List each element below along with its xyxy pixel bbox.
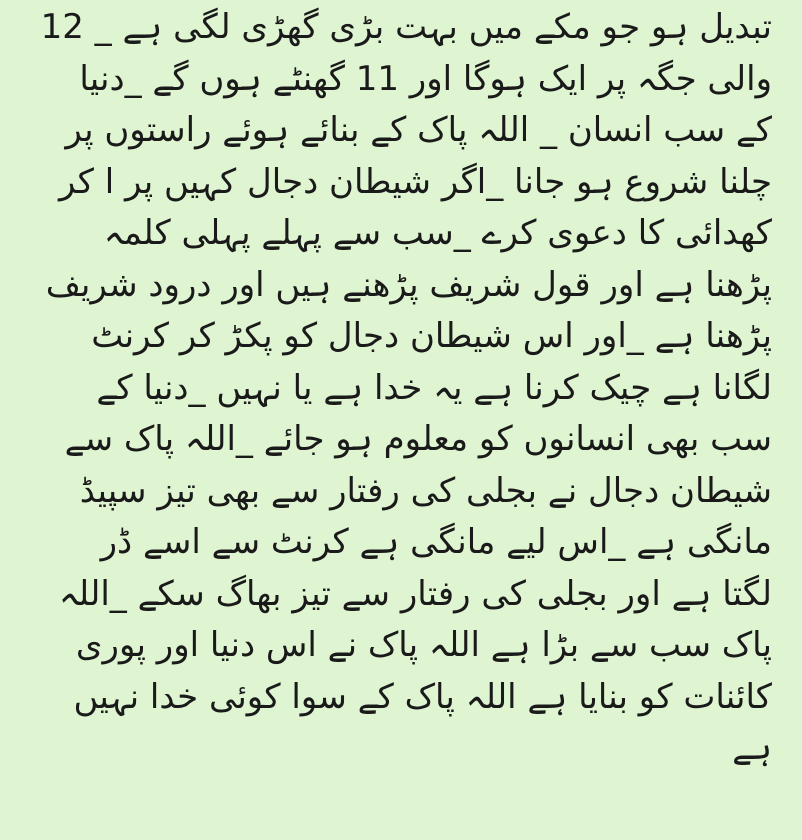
message-line-2: والی جگہ پر ایک ہوگا اور 11 گھنٹے ہوں گے _دنیا [79, 58, 772, 99]
message-text[interactable] [30, 2, 772, 775]
message-line-7: پڑھنا ہے _اور اس شیطان دجال کو پکڑ کر کرنٹ [91, 316, 772, 356]
message-line-13: پاک سب سے بڑا ہے اللہ پاک نے اس دنیا اور پوری [75, 625, 772, 665]
message-line-11: مانگی ہے _اس لیے مانگی ہے کرنٹ سے اسے ڈر [100, 522, 772, 562]
message-line-9: سب بھی انسانوں کو معلوم ہو جائے _اللہ پاک سے [64, 419, 772, 459]
message-line-5: کھدائی کا دعوی کرے _سب سے پہلے پہلی کلمہ [103, 213, 772, 253]
message-line-3: کے سب انسان _ اللہ پاک کے بنائے ہوئے راستوں پر [65, 110, 772, 150]
message-line-14: کائنات کو بنایا ہے اللہ پاک کے سوا کوئی خدا نہیں [73, 676, 772, 717]
message-line-8: لگانا ہے چیک کرنا ہے یہ خدا ہے یا نہیں _دنیا کے [96, 367, 772, 408]
message-line-12: لگتا ہے اور بجلی کی رفتار سے تیز بھاگ سکے _اللہ [58, 573, 772, 614]
message-line-6: پڑھنا ہے اور قول شریف پڑھنے ہیں اور درود شریف [45, 264, 772, 305]
message-line-1: تبدیل ہو جو مکے میں بہت بڑی گھڑی لگی ہے _ 12 [40, 7, 772, 47]
message-line-10: شیطان دجال نے بجلی کی رفتار سے بھی تیز سپیڈ [79, 470, 772, 511]
message-line-4: چلنا شروع ہو جانا _اگر شیطان دجال کہیں پر ا کر [58, 161, 772, 202]
message-line-15: ہے [732, 728, 772, 768]
